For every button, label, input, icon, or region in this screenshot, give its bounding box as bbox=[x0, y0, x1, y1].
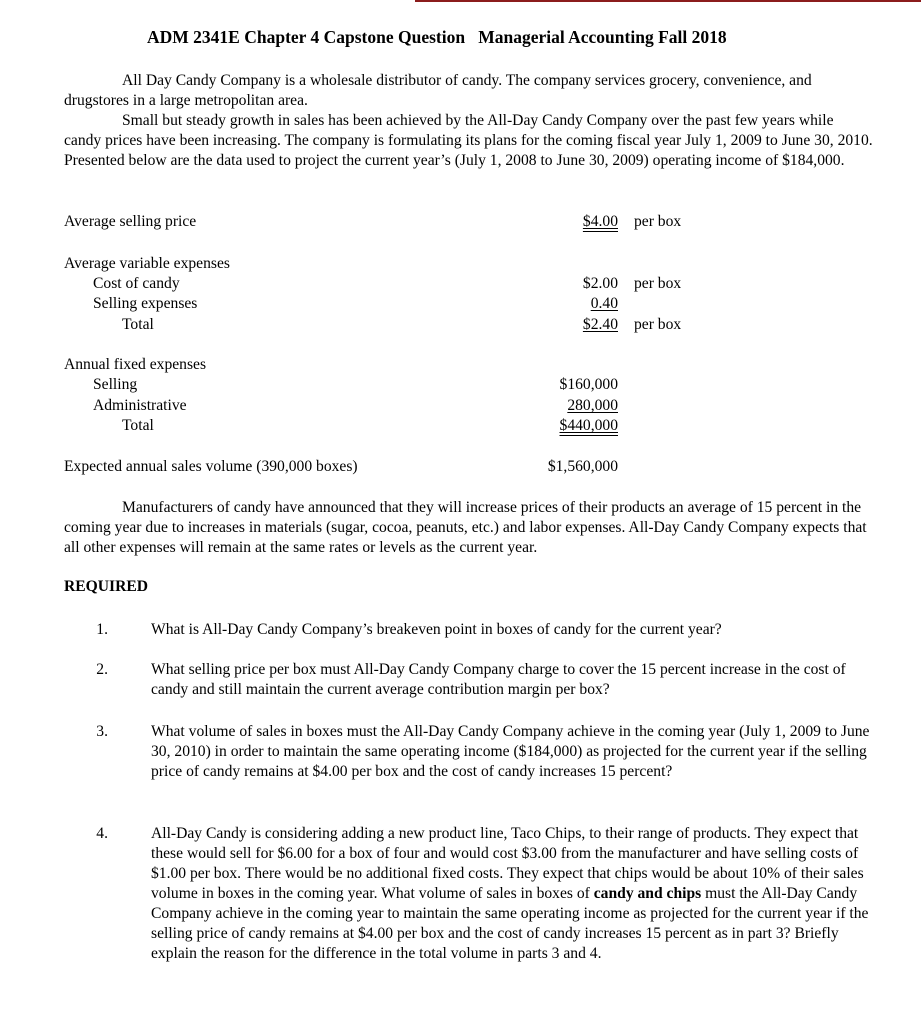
question-3-number: 3. bbox=[96, 723, 108, 740]
fixed-selling-amount: $160,000 bbox=[559, 376, 618, 393]
fixed-total-label: Total bbox=[122, 417, 154, 434]
intro-paragraph-2: Small but steady growth in sales has been achieved by the All-Day Candy Company over the past few years while candy prices have been increasing. The company is formulating its plans for the coming fiscal year July 1, 2009 to June 30, 2010. Presented below are the data used to project the current year’s (July 1, 2008 to June 30, 2009) operating income of $184,000. bbox=[64, 112, 873, 169]
variable-expenses-heading: Average variable expenses bbox=[64, 255, 230, 272]
question-4-text-bold: candy and chips bbox=[593, 885, 702, 902]
question-4-text-end: must the All-Day Candy Company achieve in the coming year to maintain the same operating income as projected for the current year if the selling price of candy remains at $4.00 per box and the cost of candy increases 15 percent as in part 3? Briefly explain the reason for the difference in the total volume in parts 3 and 4. bbox=[151, 885, 869, 962]
variable-total-amount: $2.40 bbox=[582, 316, 618, 333]
question-2-text: What selling price per box must All-Day Candy Company charge to cover the 15 percent increase in the cost of candy and still maintain the current average contribution margin per box? bbox=[151, 661, 846, 698]
fixed-selling-label: Selling bbox=[93, 376, 138, 393]
cost-of-candy-unit: per box bbox=[634, 275, 682, 292]
variable-total-label: Total bbox=[122, 316, 154, 333]
top-accent-line bbox=[415, 0, 921, 2]
question-1-text: What is All-Day Candy Company’s breakeven point in boxes of candy for the current year? bbox=[151, 621, 722, 638]
cost-of-candy-label: Cost of candy bbox=[93, 275, 180, 292]
sales-volume-amount: $1,560,000 bbox=[547, 458, 618, 475]
question-4-text-start: All-Day Candy is considering adding a new product line, Taco Chips, to their range of products. They expect that these would sell for $6.00 for a box of four and would cost $3.00 from the manufacturer and have selling costs of $1.00 per box. There would be no additional fixed costs. They expect that chips would be about 10% of their sales volume in boxes in the coming year. What volume of sales in boxes of bbox=[151, 825, 864, 902]
avg-price-label: Average selling price bbox=[64, 213, 197, 230]
required-heading: REQUIRED bbox=[64, 578, 149, 595]
page-title: ADM 2341E Chapter 4 Capstone Question Managerial Accounting Fall 2018 bbox=[147, 27, 727, 47]
manufacturers-note-section bbox=[64, 498, 879, 558]
manufacturers-note: Manufacturers of candy have announced that they will increase prices of their products an average of 15 percent in the coming year due to increases in materials (sugar, cocoa, peanuts, etc.) and labor expenses. All-Day Candy Company expects that all other expenses will remain at the same rates or levels as the current year. bbox=[64, 499, 867, 556]
administrative-label: Administrative bbox=[93, 397, 187, 414]
variable-total-unit: per box bbox=[634, 316, 682, 333]
question-4-text bbox=[151, 824, 871, 964]
fixed-expenses-heading: Annual fixed expenses bbox=[64, 356, 207, 373]
avg-price-unit: per box bbox=[634, 213, 682, 230]
intro-section bbox=[64, 71, 874, 171]
question-3-text: What volume of sales in boxes must the All-Day Candy Company achieve in the coming year (July 1, 2009 to June 30, 2010) in order to maintain the same operating income ($184,000) as projected for the current year if the selling price of candy remains at $4.00 per box and the cost of candy increases 15 percent? bbox=[151, 723, 870, 780]
question-2-number: 2. bbox=[96, 661, 108, 678]
selling-expenses-label: Selling expenses bbox=[93, 295, 198, 312]
cost-of-candy-amount: $2.00 bbox=[582, 275, 618, 292]
avg-price-amount: $4.00 bbox=[582, 213, 618, 230]
fixed-total-amount: $440,000 bbox=[559, 417, 618, 434]
question-4-number: 4. bbox=[96, 825, 108, 842]
administrative-amount: 280,000 bbox=[567, 397, 618, 414]
selling-expenses-amount: 0.40 bbox=[590, 295, 618, 312]
intro-paragraph-1: All Day Candy Company is a wholesale distributor of candy. The company services grocery, convenience, and drugstores in a large metropolitan area. bbox=[64, 72, 812, 109]
question-1-number: 1. bbox=[96, 621, 108, 638]
sales-volume-label: Expected annual sales volume (390,000 boxes) bbox=[64, 458, 358, 475]
